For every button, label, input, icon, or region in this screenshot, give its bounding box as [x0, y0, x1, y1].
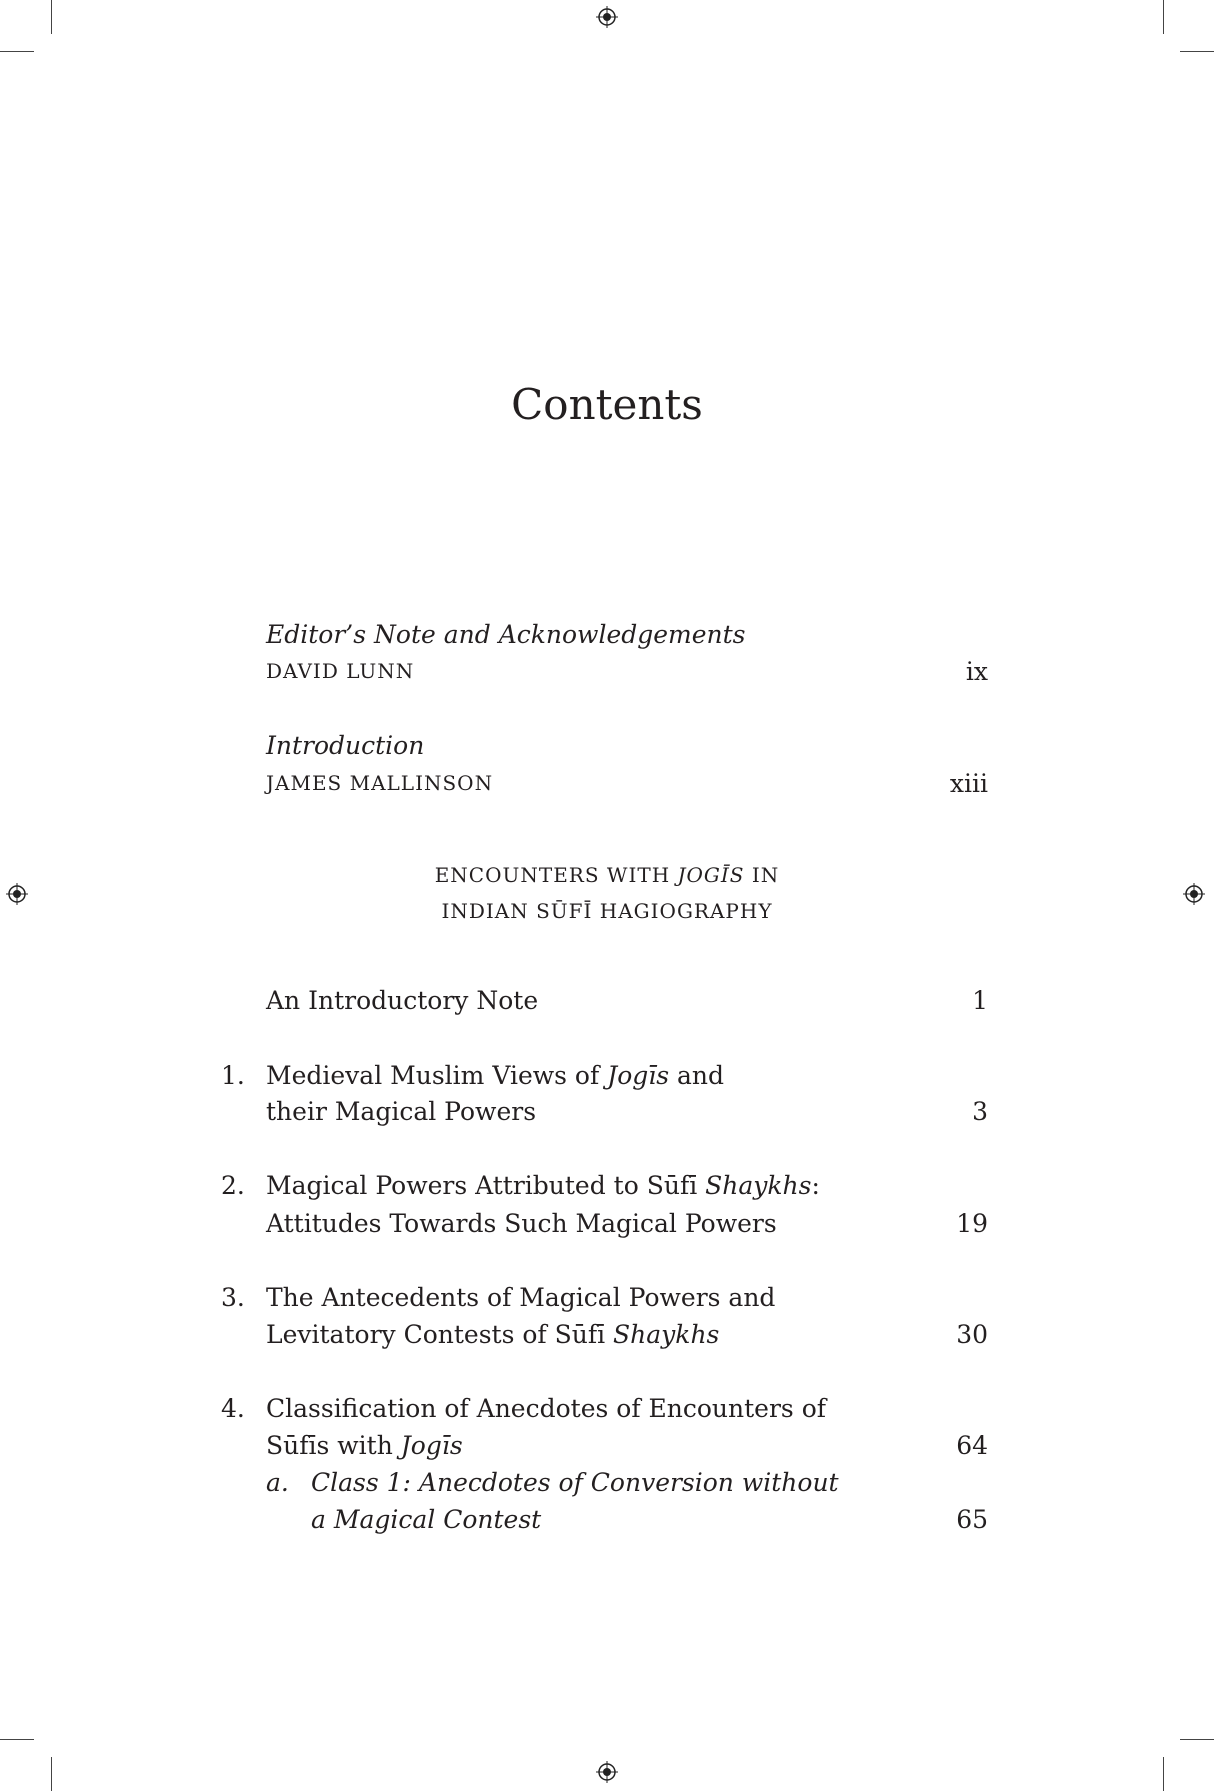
text: Shaykhs [613, 1320, 720, 1349]
text: : [811, 1171, 820, 1200]
page-title: Contents [511, 380, 703, 429]
toc-page-number: 3 [972, 1097, 988, 1126]
text: JOGĪS [677, 863, 745, 887]
crop-mark [1163, 1757, 1164, 1791]
registration-mark-icon [596, 6, 618, 28]
toc-entry-title [266, 1057, 724, 1094]
text: IN [744, 863, 780, 887]
toc-sub-entry-title: a Magical Contest [311, 1505, 542, 1534]
text: Medieval Muslim Views of [266, 1061, 608, 1090]
toc-front-title: Introduction [266, 731, 425, 760]
text: Shaykhs [705, 1171, 812, 1200]
toc-page-number: 65 [956, 1505, 988, 1534]
registration-mark-icon [596, 1761, 618, 1783]
text: ENCOUNTERS WITH [434, 863, 678, 887]
text: and [669, 1061, 725, 1090]
toc-page-number: 1 [972, 986, 988, 1015]
text: Magical Powers Attributed to Sūfī [266, 1171, 706, 1200]
toc-entry-title [266, 1316, 719, 1353]
toc-page-number: ix [965, 657, 988, 686]
toc-page-number: 64 [956, 1431, 988, 1460]
toc-front-title: Editor’s Note and Acknowledgements [266, 620, 746, 649]
toc-front-author: DAVID LUNN [266, 659, 415, 683]
toc-page-number: 30 [956, 1320, 988, 1349]
toc-page-number: xiii [949, 769, 988, 798]
toc-entry-title: An Introductory Note [266, 986, 539, 1015]
part-heading-line-2: INDIAN SŪFĪ HAGIOGRAPHY [441, 899, 773, 923]
crop-mark [1180, 51, 1214, 52]
text: Jogīs [400, 1431, 463, 1460]
crop-mark [51, 1757, 52, 1791]
text: Jogīs [607, 1061, 670, 1090]
toc-entry-title: Attitudes Towards Such Magical Powers [266, 1209, 777, 1238]
crop-mark [51, 0, 52, 34]
crop-mark [0, 51, 34, 52]
toc-entry-title [266, 1167, 820, 1204]
text: Levitatory Contests of Sūfī [266, 1320, 614, 1349]
crop-mark [0, 1739, 34, 1740]
toc-entry-title: their Magical Powers [266, 1097, 537, 1126]
part-heading-line-1 [0, 857, 1214, 894]
toc-entry-number: 1. [221, 1061, 245, 1090]
crop-mark [1180, 1739, 1214, 1740]
toc-entry-number: 3. [221, 1283, 245, 1312]
toc-page-number: 19 [956, 1209, 988, 1238]
toc-entry-title: The Antecedents of Magical Powers and [266, 1283, 776, 1312]
toc-entry-number: 4. [221, 1394, 245, 1423]
toc-entry-number: 2. [221, 1171, 245, 1200]
toc-front-author: JAMES MALLINSON [266, 771, 494, 795]
toc-entry-title: Classification of Anecdotes of Encounters of [266, 1394, 827, 1423]
crop-mark [1163, 0, 1164, 34]
toc-entry-title [266, 1427, 463, 1464]
toc-sub-entry-title: Class 1: Anecdotes of Conversion without [311, 1468, 839, 1497]
toc-sub-entry-letter: a. [266, 1468, 289, 1497]
text: Sūfīs with [266, 1431, 401, 1460]
